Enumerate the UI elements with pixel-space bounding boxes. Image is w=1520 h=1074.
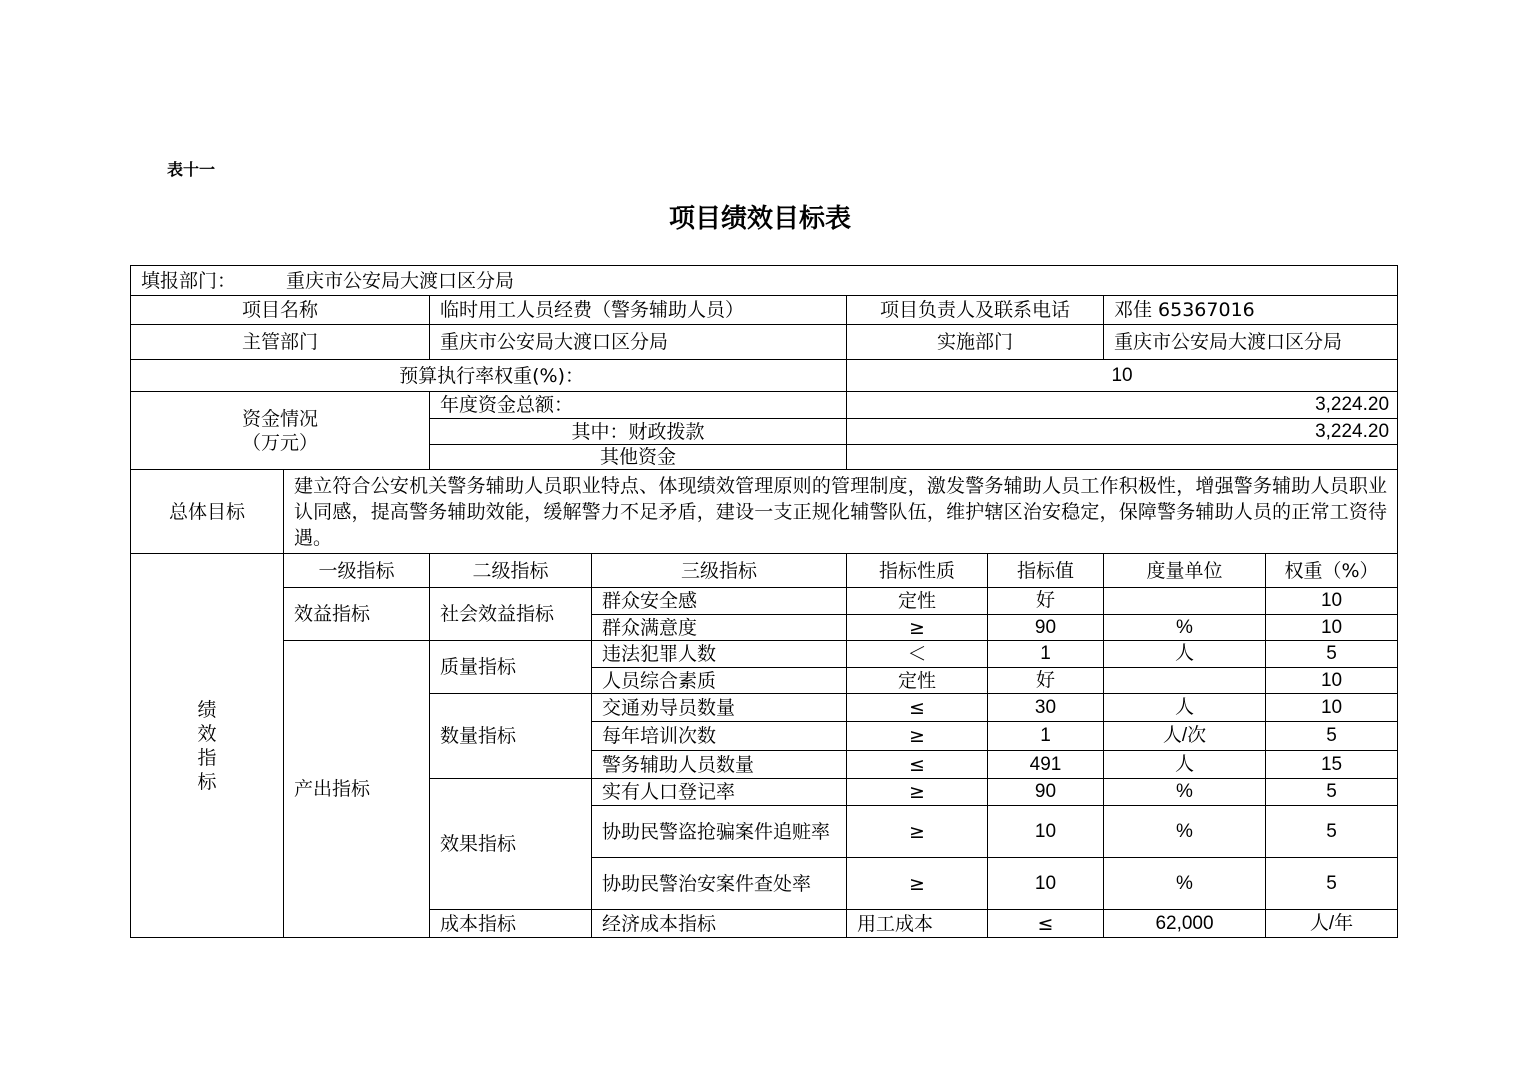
nature-cell: ≤ — [847, 751, 988, 779]
weight-cell: 10 — [1266, 668, 1398, 694]
supervisor-label: 主管部门 — [131, 325, 430, 360]
unit-cell: 人 — [1104, 641, 1266, 668]
header-level3: 三级指标 — [592, 554, 847, 588]
implementer-value: 重庆市公安局大渡口区分局 — [1104, 325, 1398, 360]
fill-dept-label: 填报部门： — [141, 269, 237, 292]
header-unit: 度量单位 — [1104, 554, 1266, 588]
overall-goal-row — [131, 470, 1398, 554]
level2-quality: 质量指标 — [430, 641, 592, 694]
level2-social: 社会效益指标 — [430, 588, 592, 641]
header-nature: 指标性质 — [847, 554, 988, 588]
unit-cell: 人 — [1104, 751, 1266, 779]
value-cell: 1 — [988, 641, 1104, 668]
value-cell: 90 — [988, 615, 1104, 641]
level2-economic: 经济成本指标 — [592, 910, 847, 938]
level3-name: 协助民警治安案件查处率 — [592, 858, 847, 910]
project-name-label: 项目名称 — [131, 296, 430, 325]
overall-goal-text: 建立符合公安机关警务辅助人员职业特点、体现绩效管理原则的管理制度，激发警务辅助人员工作积极性，增强警务辅助人员职业认同感，提高警务辅助效能，缓解警力不足矛盾，建设一支正规化辅警队伍，维护辖区治安稳定，保障警务辅助人员的正常工资待遇。 — [284, 470, 1398, 554]
section-char: 效 — [197, 722, 217, 745]
unit-cell: % — [1104, 858, 1266, 910]
unit-cell: 人 — [1104, 694, 1266, 722]
annual-total-value: 3,224.20 — [847, 392, 1398, 419]
value-cell: 好 — [988, 668, 1104, 694]
nature-cell: 定性 — [847, 668, 988, 694]
indicator-header-row — [131, 554, 1398, 588]
value-cell: 10 — [988, 806, 1104, 858]
nature-cell: ≥ — [847, 722, 988, 751]
page-title: 项目绩效目标表 — [668, 204, 851, 234]
nature-cell: ≥ — [847, 858, 988, 910]
nature-cell: ≥ — [847, 779, 988, 806]
project-name-row — [131, 296, 1398, 325]
fill-dept-row — [131, 266, 1398, 296]
unit-cell: % — [1104, 806, 1266, 858]
weight-cell: 5 — [1266, 779, 1398, 806]
unit-cell: 人/次 — [1104, 722, 1266, 751]
weight-cell: 10 — [1266, 615, 1398, 641]
level1-cost: 成本指标 — [430, 910, 592, 938]
budget-weight-row — [131, 360, 1398, 392]
manager-label: 项目负责人及联系电话 — [847, 296, 1104, 325]
weight-cell: 10 — [1266, 694, 1398, 722]
table-label: 表十一 — [167, 160, 216, 179]
budget-weight-value: 10 — [847, 360, 1398, 392]
value-cell: 30 — [988, 694, 1104, 722]
weight-cell: 5 — [1266, 641, 1398, 668]
weight-cell: 5 — [1266, 806, 1398, 858]
section-char: 绩 — [197, 698, 217, 721]
overall-goal-label: 总体目标 — [131, 470, 284, 554]
level3-name: 人员综合素质 — [592, 668, 847, 694]
header-weight: 权重（%） — [1266, 554, 1398, 588]
level3-name: 违法犯罪人数 — [592, 641, 847, 668]
implementer-label: 实施部门 — [847, 325, 1104, 360]
value-cell: 90 — [988, 779, 1104, 806]
level2-quantity: 数量指标 — [430, 694, 592, 779]
level3-name: 警务辅助人员数量 — [592, 751, 847, 779]
annual-total-label: 年度资金总额： — [430, 392, 847, 419]
weight-cell: 10 — [1266, 588, 1398, 615]
fill-dept-value: 重庆市公安局大渡口区分局 — [286, 269, 515, 292]
section-char: 指 — [197, 746, 217, 769]
funds-row-total — [131, 392, 1398, 419]
fill-dept-cell — [131, 266, 1398, 296]
level3-name: 实有人口登记率 — [592, 779, 847, 806]
weight-cell: 15 — [1266, 751, 1398, 779]
unit-cell: 人/年 — [1266, 910, 1398, 938]
unit-cell: % — [1104, 615, 1266, 641]
section-char: 标 — [197, 770, 217, 793]
nature-cell: ＜ — [847, 641, 988, 668]
budget-weight-label: 预算执行率权重(%)： — [131, 360, 847, 392]
value-cell: 好 — [988, 588, 1104, 615]
manager-value: 邓佳 65367016 — [1104, 296, 1398, 325]
funds-label — [131, 392, 430, 470]
table-row — [131, 588, 1398, 615]
performance-table — [130, 265, 1398, 938]
funds-label-line1: 资金情况 — [241, 407, 318, 430]
table-row — [131, 641, 1398, 668]
fiscal-value: 3,224.20 — [847, 419, 1398, 445]
funds-label-line2: （万元） — [241, 431, 318, 454]
value-cell: 1 — [988, 722, 1104, 751]
nature-cell: ≥ — [847, 806, 988, 858]
header-value: 指标值 — [988, 554, 1104, 588]
header-level2: 二级指标 — [430, 554, 592, 588]
value-cell: 62,000 — [1104, 910, 1266, 938]
project-name-value: 临时用工人员经费（警务辅助人员） — [430, 296, 847, 325]
nature-cell: ≥ — [847, 615, 988, 641]
level3-name: 群众满意度 — [592, 615, 847, 641]
nature-cell: ≤ — [847, 694, 988, 722]
level1-benefit: 效益指标 — [284, 588, 430, 641]
header-level1: 一级指标 — [284, 554, 430, 588]
supervisor-value: 重庆市公安局大渡口区分局 — [430, 325, 847, 360]
other-label: 其他资金 — [430, 445, 847, 470]
weight-cell: 5 — [1266, 858, 1398, 910]
level3-name: 用工成本 — [847, 910, 988, 938]
fiscal-label: 其中：财政拨款 — [430, 419, 847, 445]
value-cell: 491 — [988, 751, 1104, 779]
other-value — [847, 445, 1398, 470]
level3-name: 协助民警盗抢骗案件追赃率 — [592, 806, 847, 858]
value-cell: 10 — [988, 858, 1104, 910]
level3-name: 每年培训次数 — [592, 722, 847, 751]
unit-cell: % — [1104, 779, 1266, 806]
supervisor-row — [131, 325, 1398, 360]
unit-cell — [1104, 588, 1266, 615]
level3-name: 群众安全感 — [592, 588, 847, 615]
level3-name: 交通劝导员数量 — [592, 694, 847, 722]
weight-cell: 5 — [1266, 722, 1398, 751]
indicator-section-label — [131, 554, 284, 938]
level1-output: 产出指标 — [284, 641, 430, 938]
nature-cell: ≤ — [988, 910, 1104, 938]
unit-cell — [1104, 668, 1266, 694]
level2-effect: 效果指标 — [430, 779, 592, 910]
nature-cell: 定性 — [847, 588, 988, 615]
